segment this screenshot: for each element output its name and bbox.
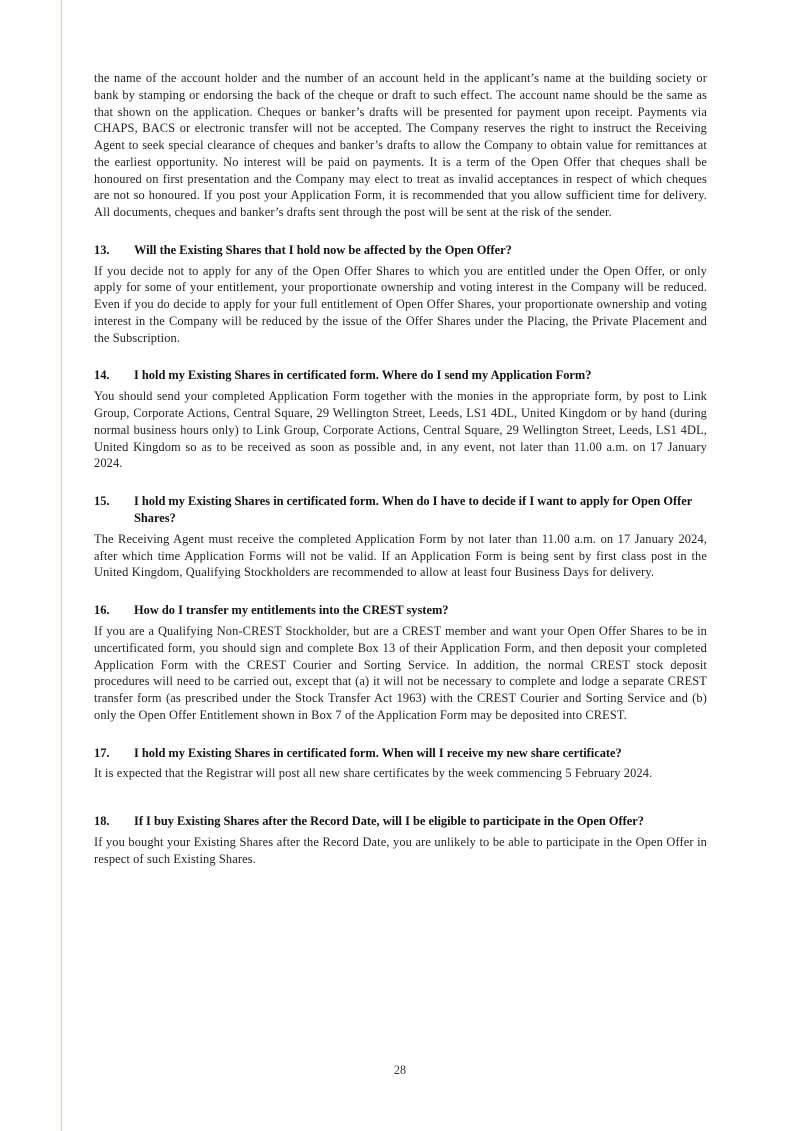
faq-item-14 (94, 367, 707, 472)
page-number: 28 (393, 1063, 407, 1077)
faq-question-heading (94, 602, 707, 619)
faq-item-15 (94, 493, 707, 581)
faq-item-16 (94, 602, 707, 723)
page-content (94, 70, 707, 868)
intro-paragraph: the name of the account holder and the number of an account held in the applicant’s name at the building society or bank by stamping or endorsing the back of the cheque or draft to such effect. The account name should be the same as that shown on the application. Cheques or banker’s drafts will be presented for payment upon receipt. Payments via CHAPS, BACS or electronic transfer will not be accepted. The Company reserves the right to instruct the Receiving Agent to seek special clearance of cheques and banker’s drafts to allow the Company to obtain value for remittances at the earliest opportunity. No interest will be paid on payments. It is a term of the Open Offer that cheques shall be honoured on first presentation and the Company may elect to treat as invalid acceptances in respect of which cheques are not so honoured. If you post your Application Form, it is recommended that you allow sufficient time for delivery. All documents, cheques and banker’s drafts sent through the post will be sent at the risk of the sender. (94, 71, 707, 219)
faq-question-text: I hold my Existing Shares in certificated form. Where do I send my Application Form? (134, 368, 592, 383)
faq-question-text: I hold my Existing Shares in certificated form. When will I receive my new share certificate? (134, 745, 622, 760)
faq-number: 13. (94, 242, 110, 257)
faq-item-18 (94, 813, 707, 867)
faq-question-text: Will the Existing Shares that I hold now be affected by the Open Offer? (134, 242, 512, 257)
faq-question-heading (94, 242, 707, 259)
faq-question-heading (94, 745, 707, 762)
faq-answer: If you decide not to apply for any of the Open Offer Shares to which you are entitled under the Open Offer, or only apply for some of your entitlement, your proportionate ownership and voting interest in the Company will be reduced. Even if you do decide to apply for your full entitlement of Open Offer Shares, your proportionate ownership and voting interest in the Company will be reduced by the issue of the Offer Shares under the Placing, the Private Placement and the Subscription. (94, 263, 707, 345)
faq-number: 15. (94, 494, 110, 509)
faq-item-17 (94, 745, 707, 783)
faq-question-heading (94, 493, 707, 527)
faq-number: 17. (94, 745, 110, 760)
page-edge-rule (61, 0, 62, 1131)
faq-item-13 (94, 242, 707, 347)
faq-answer: It is expected that the Registrar will post all new share certificates by the week commencing 5 February 2024. (94, 766, 653, 781)
faq-number: 18. (94, 814, 110, 829)
faq-number: 16. (94, 603, 110, 618)
faq-number: 14. (94, 368, 110, 383)
faq-answer: If you bought your Existing Shares after the Record Date, you are unlikely to be able to participate in the Open Offer in respect of such Existing Shares. (94, 835, 707, 866)
faq-question-text: If I buy Existing Shares after the Record Date, will I be eligible to participate in the Open Offer? (134, 814, 644, 829)
faq-answer: You should send your completed Application Form together with the monies in the appropriate form, by post to Link Group, Corporate Actions, Central Square, 29 Wellington Street, Leeds, LS1 4DL, United Kingdom or by hand (during normal business hours only) to Link Group, Corporate Actions, Central Square, 29 Wellington Street, Leeds, LS1 4DL, United Kingdom so as to be received as soon as possible and, in any event, not later than 11.00 a.m. on 17 January 2024. (94, 389, 707, 471)
faq-question-text: How do I transfer my entitlements into the CREST system? (134, 603, 449, 618)
faq-question-text: I hold my Existing Shares in certificated form. When do I have to decide if I want to apply for Open Offer Shares? (134, 494, 693, 525)
faq-answer: The Receiving Agent must receive the completed Application Form by not later than 11.00 a.m. on 17 January 2024, after which time Application Forms will not be valid. If an Application Form is being sent by first class post in the United Kingdom, Qualifying Stockholders are recommended to allow at least four Business Days for delivery. (94, 531, 707, 580)
faq-question-heading (94, 813, 707, 830)
faq-answer: If you are a Qualifying Non-CREST Stockholder, but are a CREST member and want your Open Offer Shares to be in uncertificated form, you should sign and complete Box 13 of their Application Form, and then deposit your completed Application Form with the CREST Courier and Sorting Service. In addition, the normal CREST stock deposit procedures will need to be carried out, except that (a) it will not be necessary to complete and lodge a separate CREST transfer form (as prescribed under the Stock Transfer Act 1963) with the CREST Courier and Sorting Service and (b) only the Open Offer Entitlement shown in Box 7 of the Application Form may be deposited into CREST. (94, 624, 707, 722)
faq-question-heading (94, 367, 707, 384)
